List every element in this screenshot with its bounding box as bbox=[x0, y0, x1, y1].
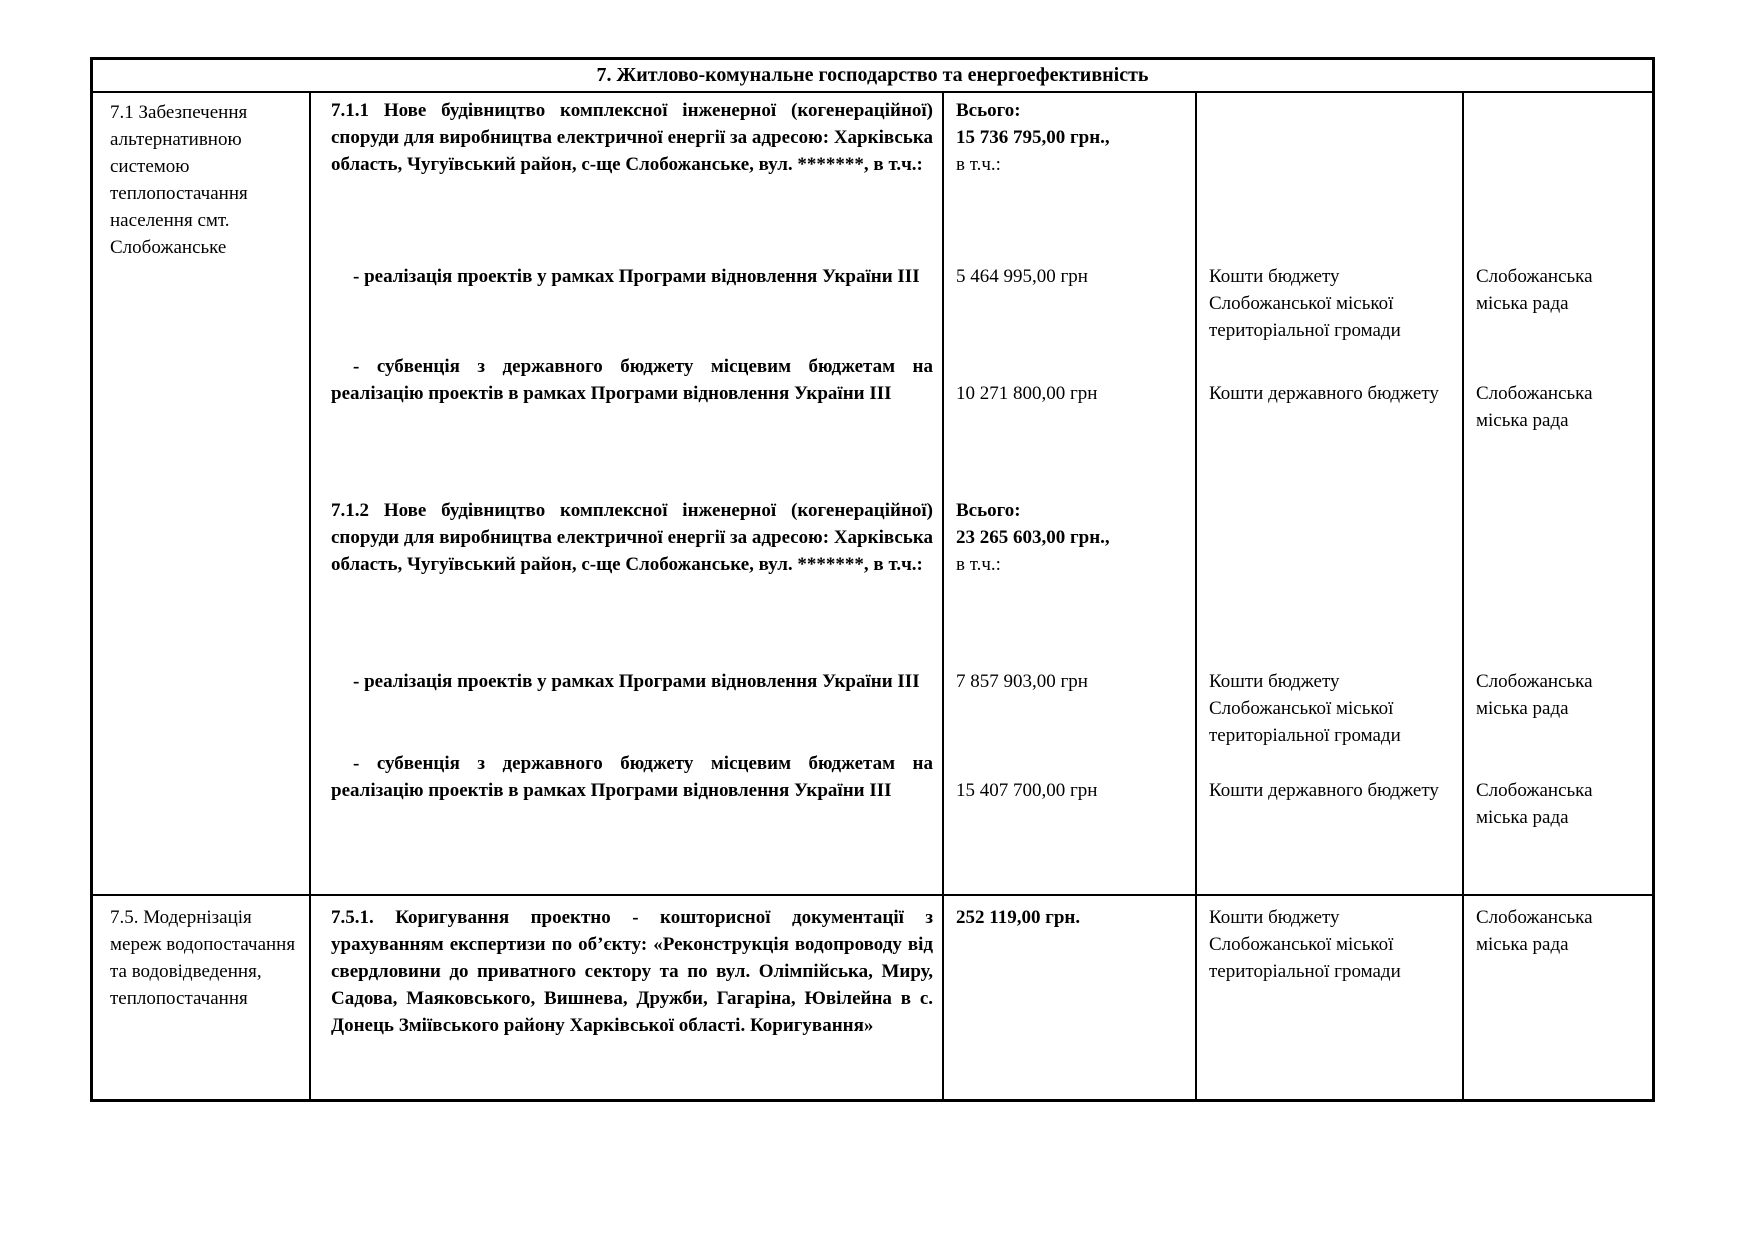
responsible-75-cell bbox=[1464, 896, 1652, 1099]
funding-711-subitem-2: Кошти державного бюджету bbox=[1209, 383, 1439, 404]
funding-71-cell bbox=[1197, 93, 1464, 896]
section-75-cell bbox=[93, 896, 311, 1099]
project-751-amount: 252 119,00 грн. bbox=[956, 907, 1081, 928]
funding-751: Кошти бюджету Слобожанської міської територіальної громади bbox=[1209, 907, 1401, 982]
project-711-total-label: Всього: bbox=[956, 100, 1021, 121]
project-712-subitem-2-text: - субвенція з державного бюджету місцевим бюджетам на реалізацію проектів в рамках Програми відновлення України ІІІ bbox=[331, 753, 933, 801]
project-711-total-note: в т.ч.: bbox=[956, 154, 1001, 175]
project-712-subitem-1-amount: 7 857 903,00 грн bbox=[956, 671, 1088, 692]
project-712-subitem-1-text: - реалізація проектів у рамках Програми відновлення України ІІІ bbox=[353, 671, 920, 692]
responsible-712-subitem-2: Слобожанська міська рада bbox=[1476, 780, 1593, 828]
responsible-71-cell bbox=[1464, 93, 1652, 896]
projects-71-cell bbox=[311, 93, 944, 896]
budget-table bbox=[90, 57, 1655, 1102]
project-711-title: 7.1.1 Нове будівництво комплексної інженерної (когенераційної) споруди для виробництва електричної енергії за адресою: Харківська область, Чугуївський район, с-ще Слобожанське, вул. *******, в т.ч.: bbox=[331, 100, 933, 175]
project-711-subitem-1-amount: 5 464 995,00 грн bbox=[956, 266, 1088, 287]
funding-75-cell bbox=[1197, 896, 1464, 1099]
amounts-75-cell bbox=[944, 896, 1197, 1099]
responsible-711-subitem-2: Слобожанська міська рада bbox=[1476, 383, 1593, 431]
responsible-712-subitem-1: Слобожанська міська рада bbox=[1476, 671, 1593, 719]
amounts-71-cell bbox=[944, 93, 1197, 896]
funding-712-subitem-1: Кошти бюджету Слобожанської міської територіальної громади bbox=[1209, 671, 1401, 746]
table-section-header-title: 7. Житлово-комунальне господарство та енергоефективність bbox=[596, 64, 1149, 86]
responsible-711-subitem-1: Слобожанська міська рада bbox=[1476, 266, 1593, 314]
project-751-title: 7.5.1. Коригування проектно - кошторисної документації з урахуванням експертизи по об’єкту: «Реконструкція водопроводу від свердловини до приватного сектору та по вул. Олімпійська, Миру, Садова, Маяковського, Вишнева, Дружби, Гагаріна, Ювілейна в с. Донець Зміївського району Харківської області. Коригування» bbox=[331, 907, 933, 1036]
table-section-header bbox=[93, 60, 1652, 93]
projects-75-cell bbox=[311, 896, 944, 1099]
project-711-subitem-1-text: - реалізація проектів у рамках Програми відновлення України ІІІ bbox=[353, 266, 920, 287]
project-711-subitem-2-amount: 10 271 800,00 грн bbox=[956, 383, 1098, 404]
responsible-751: Слобожанська міська рада bbox=[1476, 907, 1593, 955]
section-71-title: 7.1 Забезпечення альтернативною системою теплопостачання населення смт. Слобожанське bbox=[110, 102, 248, 258]
funding-711-subitem-1: Кошти бюджету Слобожанської міської територіальної громади bbox=[1209, 266, 1401, 341]
project-712-subitem-2-amount: 15 407 700,00 грн bbox=[956, 780, 1098, 801]
section-71-cell bbox=[93, 93, 311, 896]
project-712-total-amount: 23 265 603,00 грн., bbox=[956, 527, 1110, 548]
funding-712-subitem-2: Кошти державного бюджету bbox=[1209, 780, 1439, 801]
project-711-subitem-2-text: - субвенція з державного бюджету місцевим бюджетам на реалізацію проектів в рамках Програми відновлення України ІІІ bbox=[331, 356, 933, 404]
project-711-total-amount: 15 736 795,00 грн., bbox=[956, 127, 1110, 148]
section-75-title: 7.5. Модернізація мереж водопостачання та водовідведення, теплопостачання bbox=[110, 907, 296, 1009]
project-712-total-block bbox=[956, 497, 1187, 578]
project-712-total-note: в т.ч.: bbox=[956, 554, 1001, 575]
project-712-title: 7.1.2 Нове будівництво комплексної інженерної (когенераційної) споруди для виробництва електричної енергії за адресою: Харківська область, Чугуївський район, с-ще Слобожанське, вул. *******, в т.ч.: bbox=[331, 500, 933, 575]
project-711-total-block bbox=[956, 97, 1187, 178]
project-712-total-label: Всього: bbox=[956, 500, 1021, 521]
